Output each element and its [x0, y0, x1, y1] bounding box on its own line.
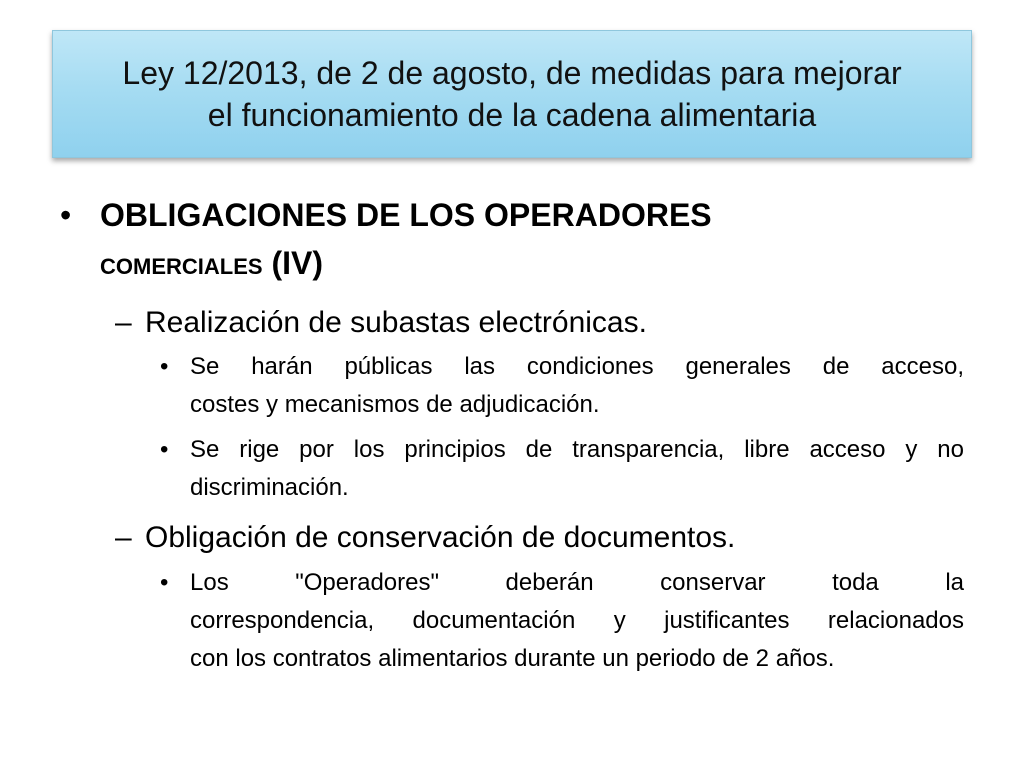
- bullet-icon: •: [160, 436, 169, 463]
- section-1-item-2-line-2: discriminación.: [190, 474, 349, 501]
- heading-text: [100, 191, 960, 291]
- section-2-label: Obligación de conservación de documentos.: [145, 521, 736, 554]
- dash-icon: –: [115, 521, 132, 554]
- bullet-icon: •: [160, 569, 169, 596]
- title-line-2: el funcionamiento de la cadena alimentaria: [207, 97, 817, 133]
- heading-part-2: COMERCIALES: [100, 254, 263, 279]
- title-line-1: Ley 12/2013, de 2 de agosto, de medidas para mejorar: [122, 55, 902, 91]
- section-1-item-1-text: [190, 348, 964, 424]
- dash-icon: –: [115, 306, 132, 339]
- section-2-item-1-line-2: correspondencia, documentación y justificantes relacionados: [190, 607, 964, 634]
- heading-part-1: OBLIGACIONES DE LOS OPERADORES: [100, 197, 712, 233]
- section-1-item-1-line-1: Se harán públicas las condiciones generales de acceso,: [190, 353, 964, 380]
- section-2-item-1-line-1: Los "Operadores" deberán conservar toda la: [190, 569, 964, 596]
- section-2-item-1-text: [190, 564, 964, 678]
- bullet-icon: •: [160, 353, 169, 380]
- section-1-item-1-line-2: costes y mecanismos de adjudicación.: [190, 391, 600, 418]
- section-2-item-1-line-3: con los contratos alimentarios durante un periodo de 2 años.: [190, 645, 835, 672]
- section-1-label: Realización de subastas electrónicas.: [145, 306, 647, 339]
- section-1-item-2-text: [190, 431, 964, 507]
- section-1-item-2-line-1: Se rige por los principios de transparencia, libre acceso y no: [190, 436, 964, 463]
- bullet-icon: •: [60, 197, 72, 233]
- heading-part-3: (IV): [271, 245, 323, 281]
